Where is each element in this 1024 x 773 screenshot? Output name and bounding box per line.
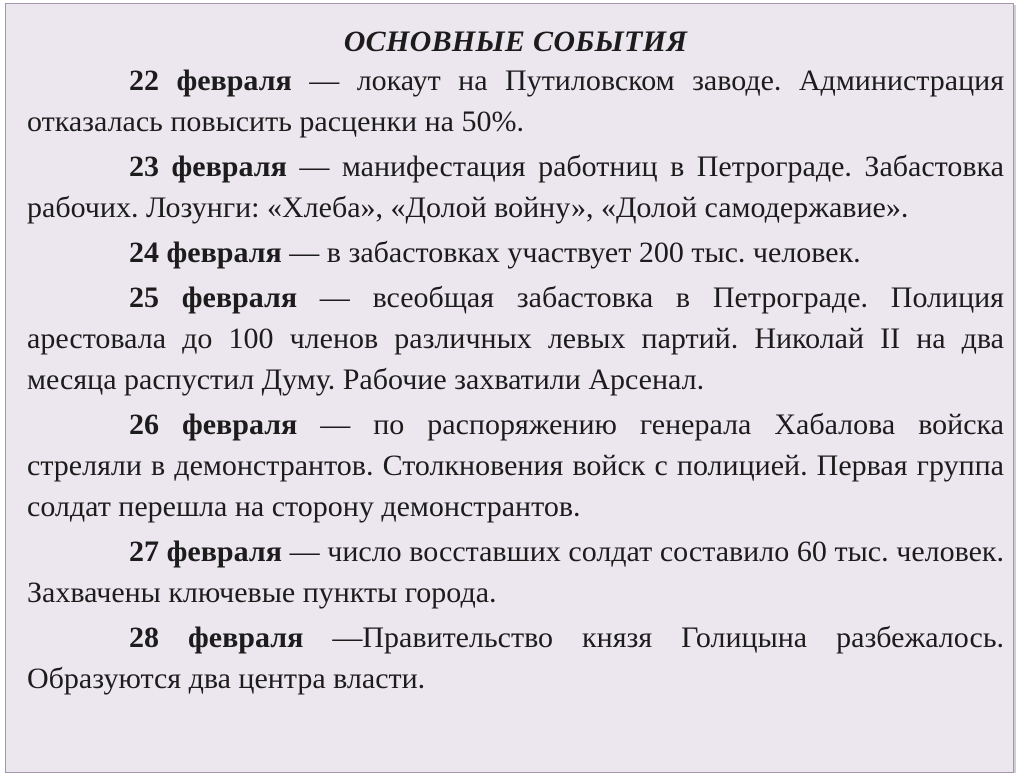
event-text: —Правительство князя Голицына разбежалось. Образуются два центра власти. (27, 621, 1004, 695)
event-paragraph (27, 277, 1004, 400)
event-date: 28 февраля (129, 621, 304, 654)
event-paragraph (27, 146, 1004, 228)
event-date: 24 февраля (129, 236, 282, 269)
event-paragraph (27, 60, 1004, 142)
event-date: 27 февраля (129, 535, 282, 568)
event-text: — манифестация работниц в Петрограде. Забастовка рабочих. Лозунги: «Хлеба», «Долой войну», «Долой самодержавие». (27, 150, 1004, 224)
page-title: ОСНОВНЫЕ СОБЫТИЯ (343, 25, 688, 58)
event-paragraph (27, 617, 1004, 699)
event-date: 26 февраля (129, 408, 298, 441)
event-date: 25 февраля (129, 281, 298, 314)
event-paragraph (27, 404, 1004, 527)
event-paragraph (27, 232, 1004, 273)
event-date: 22 февраля (129, 64, 292, 97)
event-text: — локаут на Путиловском заводе. Администрация отказалась повысить расценки на 50%. (27, 64, 1004, 138)
content-panel (5, 3, 1014, 773)
event-date: 23 февраля (129, 150, 287, 183)
event-text: — по распоряжению генерала Хабалова войска стреляли в демонстрантов. Столкновения войск с полицией. Первая группа солдат перешла на сторону демонстрантов. (27, 408, 1004, 523)
event-text: — всеобщая забастовка в Петрограде. Полиция арестовала до 100 членов различных левых партий. Николай II на два месяца распустил Думу. Рабочие захватили Арсенал. (27, 281, 1004, 396)
event-text: — число восставших солдат составило 60 тыс. человек. Захвачены ключевые пункты города. (27, 535, 1004, 609)
text-body (27, 22, 1004, 703)
event-paragraph (27, 531, 1004, 613)
event-text: — в забастовках участвует 200 тыс. человек. (281, 236, 861, 269)
